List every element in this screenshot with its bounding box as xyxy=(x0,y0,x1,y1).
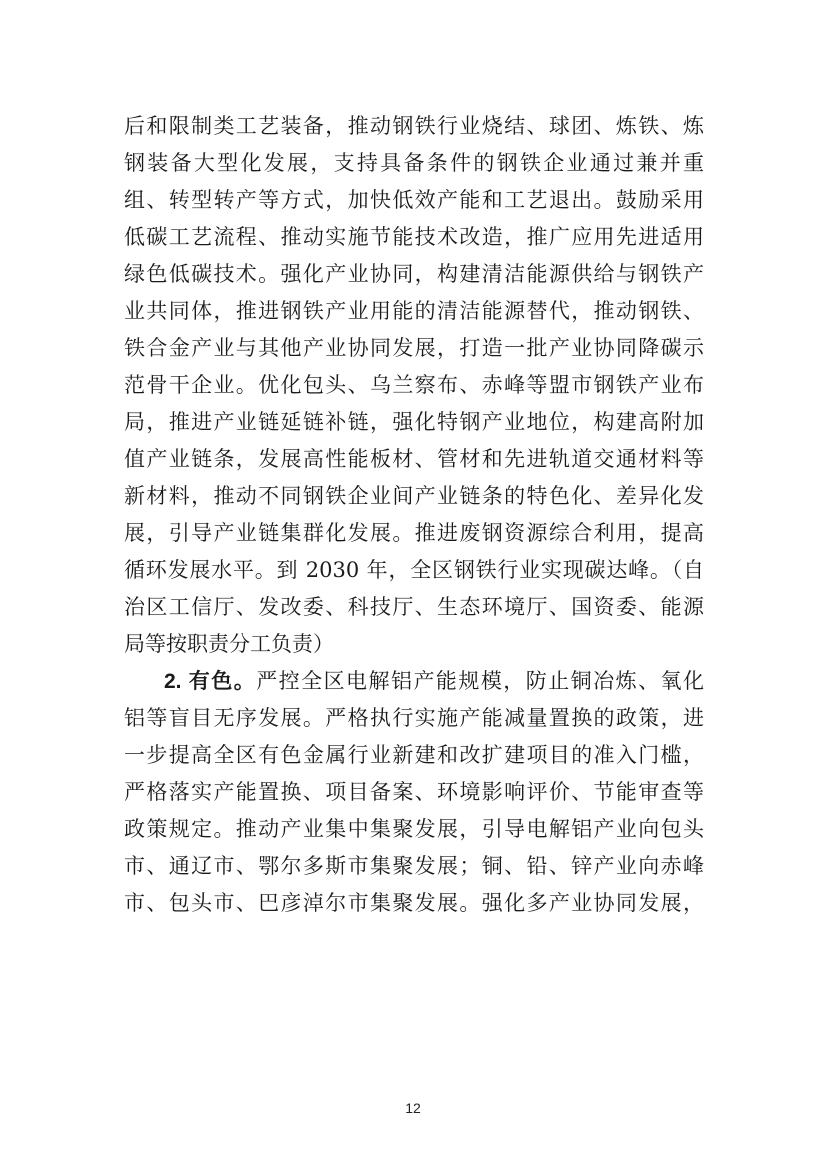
paragraph-line: 绿色低碳技术。强化产业协同，构建清洁能源供给与钢铁产 xyxy=(124,262,704,286)
paragraph-line: 治区工信厅、发改委、科技厅、生态环境厅、国资委、能源 xyxy=(124,595,704,619)
paragraph-line: 钢装备大型化发展，支持具备条件的钢铁企业通过兼并重 xyxy=(124,151,704,175)
paragraph-line: 局，推进产业链延链补链，强化特钢产业地位，构建高附加 xyxy=(124,410,704,434)
paragraph-line: 低碳工艺流程、推动实施节能技术改造，推广应用先进适用 xyxy=(124,225,704,249)
paragraph-line: 循环发展水平。到 2030 年，全区钢铁行业实现碳达峰。（自 xyxy=(124,558,704,582)
section-2-first-line xyxy=(164,666,704,696)
page-number: 12 xyxy=(405,1100,421,1116)
paragraph-line: 值产业链条，发展高性能板材、管材和先进轨道交通材料等 xyxy=(124,447,704,471)
paragraph-line: 市、包头市、巴彦淖尔市集聚发展。强化多产业协同发展， xyxy=(124,891,704,915)
paragraph-line: 局等按职责分工负责） xyxy=(124,632,334,656)
paragraph-line: 一步提高全区有色金属行业新建和改扩建项目的准入门槛， xyxy=(124,743,704,767)
section-heading: 2. 有色。 xyxy=(164,670,257,693)
section-text: 严控全区电解铝产能规模，防止铜冶炼、氧化 xyxy=(256,669,704,693)
paragraph-line: 新材料，推动不同钢铁企业间产业链条的特色化、差异化发 xyxy=(124,484,704,508)
paragraph-line: 铝等盲目无序发展。严格执行实施产能减量置换的政策，进 xyxy=(124,706,704,730)
paragraph-line: 政策规定。推动产业集中集聚发展，引导电解铝产业向包头 xyxy=(124,817,704,841)
paragraph-line: 业共同体，推进钢铁产业用能的清洁能源替代，推动钢铁、 xyxy=(124,299,704,323)
paragraph-line: 范骨干企业。优化包头、乌兰察布、赤峰等盟市钢铁产业布 xyxy=(124,373,704,397)
paragraph-line: 后和限制类工艺装备，推动钢铁行业烧结、球团、炼铁、炼 xyxy=(124,114,704,138)
paragraph-line: 铁合金产业与其他产业协同发展，打造一批产业协同降碳示 xyxy=(124,336,704,360)
paragraph-line: 展，引导产业链集群化发展。推进废钢资源综合利用，提高 xyxy=(124,521,704,545)
paragraph-line: 组、转型转产等方式，加快低效产能和工艺退出。鼓励采用 xyxy=(124,188,704,212)
paragraph-line: 市、通辽市、鄂尔多斯市集聚发展；铜、铅、锌产业向赤峰 xyxy=(124,854,704,878)
paragraph-line: 严格落实产能置换、项目备案、环境影响评价、节能审查等 xyxy=(124,780,704,804)
